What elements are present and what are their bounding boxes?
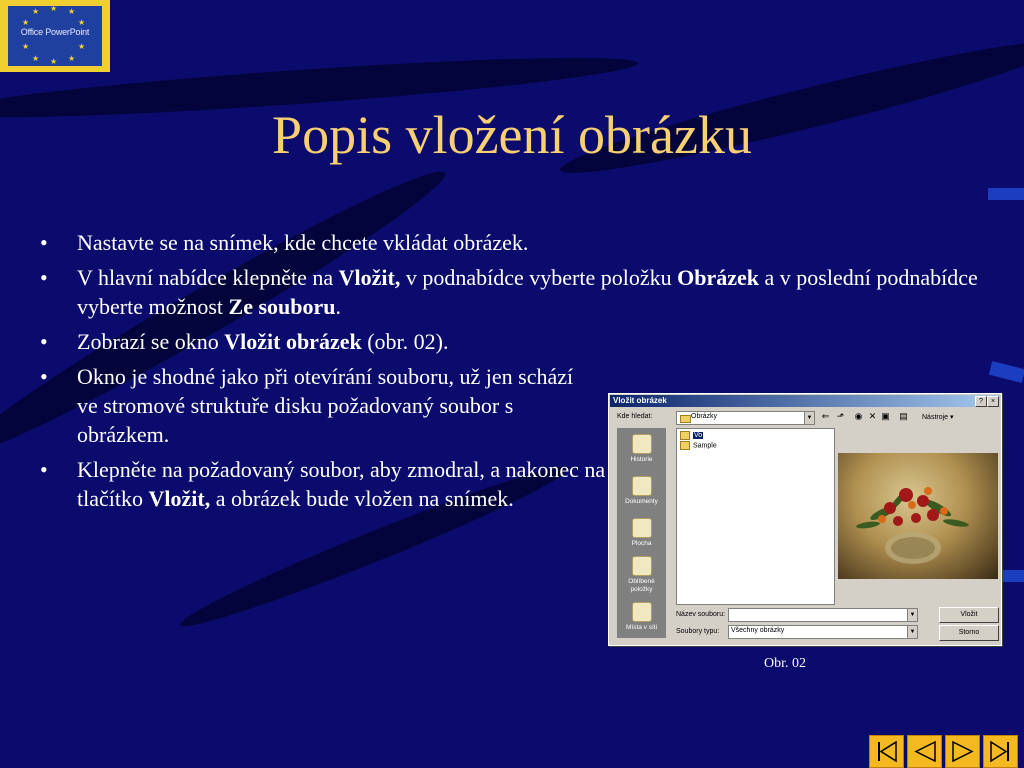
- cancel-button[interactable]: Storno: [939, 625, 999, 641]
- previous-slide-button[interactable]: [907, 735, 942, 768]
- dropdown-arrow-icon[interactable]: ▼: [907, 626, 917, 638]
- file-item[interactable]: Sample: [680, 441, 717, 450]
- place-network[interactable]: Místa v síti: [617, 602, 666, 632]
- bold-text: Obrázek: [677, 265, 760, 290]
- bold-text: Vložit,: [338, 265, 401, 290]
- places-bar: [617, 428, 666, 638]
- bullet-text: V hlavní nabídce klepněte na: [77, 265, 339, 290]
- insert-button[interactable]: Vložit: [939, 607, 999, 623]
- dropdown-arrow-icon[interactable]: ▼: [907, 609, 917, 621]
- file-type-value: Všechny obrázky: [731, 627, 785, 634]
- bullet-item: • Klepněte na požadovaný soubor, aby zmodral, a nakonec na tlačítko Vložit, a obrázek bude vložen na snímek.: [40, 457, 606, 511]
- last-slide-button[interactable]: [983, 735, 1018, 768]
- bold-text: Vložit,: [148, 486, 211, 511]
- history-icon: [632, 434, 652, 454]
- close-button[interactable]: ×: [987, 396, 999, 407]
- last-icon: [984, 736, 1017, 767]
- back-icon[interactable]: ⇐: [821, 411, 830, 421]
- flower-vase-preview-image: [838, 453, 998, 579]
- file-item[interactable]: Vo: [680, 431, 703, 440]
- next-icon: [946, 736, 979, 767]
- image-file-icon: [680, 431, 690, 440]
- favorites-icon: [632, 556, 652, 576]
- bullet-text: (obr. 02).: [361, 329, 449, 354]
- look-in-select[interactable]: [676, 411, 815, 425]
- documents-icon: [632, 476, 652, 496]
- search-web-icon[interactable]: ◉: [854, 411, 863, 421]
- bold-text: Ze souboru: [228, 294, 336, 319]
- bullet-text: a v poslední podnabídce vyberte možnost: [77, 265, 978, 319]
- bullet-item: • V hlavní nabídce klepněte na Vložit, v podnabídce vyberte položku Obrázek a v poslední podnabídce vyberte možnost Ze souboru.: [40, 265, 978, 319]
- previous-icon: [908, 736, 941, 767]
- preview-pane: [838, 428, 998, 603]
- file-type-label: Soubory typu:: [676, 628, 720, 635]
- network-icon: [632, 602, 652, 622]
- file-type-select[interactable]: [728, 625, 918, 639]
- delete-icon[interactable]: ✕: [868, 411, 877, 421]
- file-list[interactable]: [676, 428, 835, 605]
- slide-title: Popis vložení obrázku: [272, 105, 752, 165]
- file-name-input[interactable]: [728, 608, 918, 622]
- views-icon[interactable]: ▤: [899, 411, 908, 421]
- place-documents[interactable]: Dokumenty: [617, 476, 666, 506]
- place-desktop[interactable]: Plocha: [617, 518, 666, 548]
- desktop-icon: [632, 518, 652, 538]
- office-powerpoint-logo: ★ ★ ★ ★ ★ ★ ★ ★ ★ ★ Office PowerPoint: [0, 0, 110, 72]
- bullet-text: a obrázek bude vložen na snímek.: [210, 486, 514, 511]
- tools-menu[interactable]: Nástroje ▾: [922, 414, 954, 421]
- bullet-text: Okno je shodné jako při otevírání souboru, už jen schází ve stromové struktuře disku požadovaný soubor s obrázkem.: [77, 364, 574, 447]
- image-file-icon: [680, 441, 690, 450]
- insert-picture-dialog: [608, 393, 1002, 646]
- bullet-text: .: [335, 294, 342, 319]
- look-in-value: Obrázky: [691, 413, 718, 420]
- look-in-label: Kde hledat:: [617, 413, 653, 420]
- place-favorites[interactable]: Oblíbené položky: [617, 556, 666, 594]
- bold-text: Vložit obrázek: [224, 329, 362, 354]
- new-folder-icon[interactable]: ▣: [881, 411, 890, 421]
- dropdown-arrow-icon[interactable]: ▼: [804, 412, 814, 424]
- logo-text: Office PowerPoint: [20, 27, 90, 37]
- dialog-title: Vložit obrázek: [610, 395, 1000, 407]
- bullet-item: • Zobrazí se okno Vložit obrázek (obr. 02).: [40, 329, 449, 354]
- bullet-item: • Okno je shodné jako při otevírání souboru, už jen schází ve stromové struktuře disku požadovaný soubor s obrázkem.: [40, 364, 574, 447]
- figure-caption: Obr. 02: [764, 656, 806, 671]
- file-name-label: Název souboru:: [676, 611, 726, 618]
- bullet-text: Nastavte se na snímek, kde chcete vkládat obrázek.: [77, 230, 529, 255]
- bullet-text: v podnabídce vyberte položku: [400, 265, 678, 290]
- help-button[interactable]: ?: [975, 396, 987, 407]
- background-bar: [988, 188, 1024, 200]
- first-slide-button[interactable]: [869, 735, 904, 768]
- first-icon: [870, 736, 903, 767]
- bullet-text: Klepněte na požadovaný soubor, aby zmodral, a nakonec na tlačítko: [77, 457, 606, 511]
- next-slide-button[interactable]: [945, 735, 980, 768]
- place-history[interactable]: Historie: [617, 434, 666, 464]
- bullet-item: • Nastavte se na snímek, kde chcete vkládat obrázek.: [40, 230, 529, 255]
- bullet-text: Zobrazí se okno: [77, 329, 225, 354]
- folder-icon: [680, 415, 691, 423]
- up-folder-icon[interactable]: ⬏: [836, 411, 845, 421]
